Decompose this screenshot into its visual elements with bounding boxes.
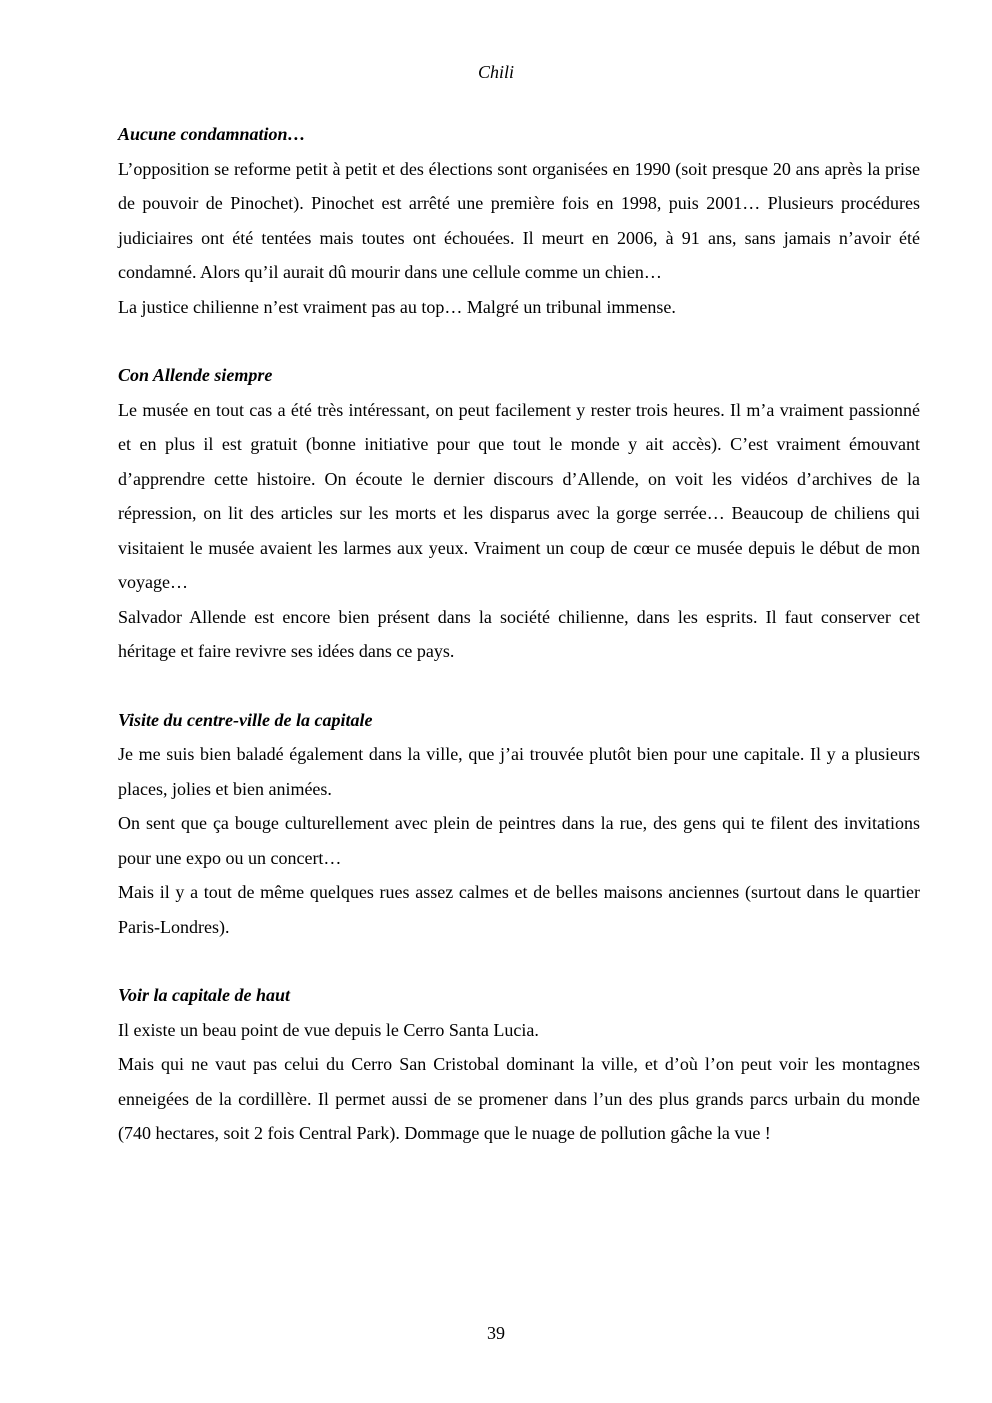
paragraph: Le musée en tout cas a été très intéressant, on peut facilement y rester trois heures. Il m’a vraiment passionné et en plus il est gratuit (bonne initiative pour que tout le monde y ait accès). C’est vraiment émouvant d’apprendre cette histoire. On écoute le dernier discours d’Allende, on voit les vidéos d’archives de la répression, on lit des articles sur les morts et les disparus avec la gorge serrée… Beaucoup de chiliens qui visitaient le musée avaient les larmes aux yeux. Vraiment un coup de cœur ce musée depuis le début de mon voyage…: [118, 399, 920, 592]
section-con-allende-siempre: [118, 358, 920, 669]
section-title: Voir la capitale de haut: [118, 985, 291, 1005]
paragraph: Il existe un beau point de vue depuis le Cerro Santa Lucia.: [118, 1019, 539, 1040]
paragraph: On sent que ça bouge culturellement avec plein de peintres dans la rue, des gens qui te filent des invitations pour une expo ou un concert…: [118, 813, 920, 868]
section-visite-centre-ville: [118, 703, 920, 945]
paragraph: Je me suis bien baladé également dans la ville, que j’ai trouvée plutôt bien pour une capitale. Il y a plusieurs places, jolies et bien animées.: [118, 744, 920, 799]
paragraph: L’opposition se reforme petit à petit et des élections sont organisées en 1990 (soit presque 20 ans après la prise de pouvoir de Pinochet). Pinochet est arrêté une première fois en 1998, puis 2001… Plusieurs procédures judiciaires ont été tentées mais toutes ont échouées. Il meurt en 2006, à 91 ans, sans jamais n’avoir été condamné. Alors qu’il aurait dû mourir dans une cellule comme un chien…: [118, 158, 920, 282]
page-number: 39: [487, 1323, 505, 1343]
running-header: Chili: [477, 62, 514, 82]
section-title: Visite du centre-ville de la capitale: [118, 709, 373, 730]
page-body: [118, 117, 920, 1185]
section-voir-capitale-de-haut: [118, 978, 920, 1151]
section-title: Aucune condamnation…: [118, 124, 306, 144]
paragraph: Mais qui ne vaut pas celui du Cerro San Cristobal dominant la ville, et d’où l’on peut voir les montagnes enneigées de la cordillère. Il permet aussi de se promener dans l’un des plus grands parcs urbain du monde (740 hectares, soit 2 fois Central Park). Dommage que le nuage de pollution gâche la vue !: [118, 1054, 920, 1143]
paragraph: La justice chilienne n’est vraiment pas au top… Malgré un tribunal immense.: [118, 296, 676, 317]
section-title: Con Allende siempre: [118, 365, 273, 385]
paragraph: Salvador Allende est encore bien présent dans la société chilienne, dans les esprits. Il faut conserver cet héritage et faire revivre ses idées dans ce pays.: [118, 606, 920, 661]
section-aucune-condamnation: [118, 117, 920, 324]
paragraph: Mais il y a tout de même quelques rues assez calmes et de belles maisons anciennes (surtout dans le quartier Paris-Londres).: [118, 882, 920, 937]
